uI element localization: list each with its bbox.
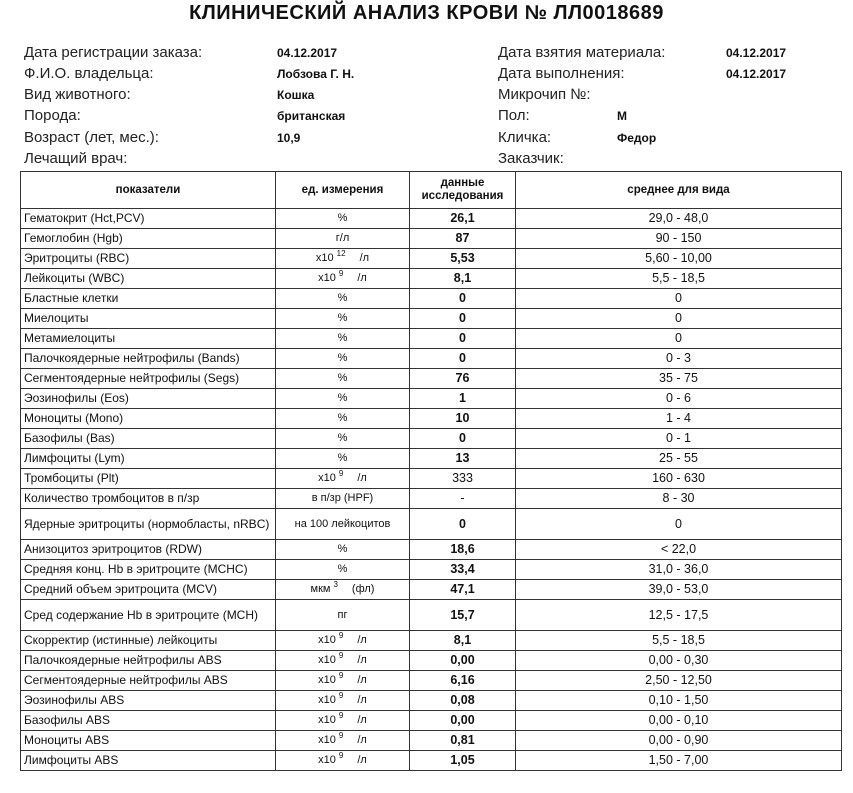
table-row	[21, 651, 842, 671]
row-parameter-name: Палочкоядерные нейтрофилы (Bands)	[21, 349, 276, 369]
table-row	[21, 329, 842, 349]
row-unit: %	[276, 560, 410, 580]
table-row	[21, 469, 842, 489]
row-result-value: 6,16	[410, 671, 516, 691]
table-row	[21, 389, 842, 409]
row-parameter-name: Сред содержание Hb в эритроците (MCH)	[21, 600, 276, 631]
row-reference-range: 0,00 - 0,10	[516, 711, 842, 731]
age-label: Возраст (лет, мес.):	[24, 129, 159, 146]
row-reference-range: 5,5 - 18,5	[516, 631, 842, 651]
row-result-value: 0,00	[410, 651, 516, 671]
doctor-label: Лечащий врач:	[24, 150, 128, 167]
unit-exponent: 12	[336, 249, 346, 259]
row-reference-range: 39,0 - 53,0	[516, 580, 842, 600]
chip-label: Микрочип №:	[498, 86, 591, 103]
row-reference-range: 0,10 - 1,50	[516, 691, 842, 711]
unit-base: x10	[318, 634, 336, 646]
row-unit	[276, 469, 410, 489]
unit-base: мкм	[310, 583, 331, 595]
row-reference-range: 0	[516, 309, 842, 329]
row-parameter-name: Лимфоциты ABS	[21, 751, 276, 771]
row-unit: %	[276, 209, 410, 229]
row-result-value: 0	[410, 429, 516, 449]
row-parameter-name: Эритроциты (RBC)	[21, 249, 276, 269]
unit-exponent: 9	[338, 691, 344, 701]
owner-value: Лобзова Г. Н.	[277, 67, 355, 81]
table-row	[21, 309, 842, 329]
row-reference-range: 35 - 75	[516, 369, 842, 389]
unit-base: x10	[318, 654, 336, 666]
row-result-value: 0	[410, 309, 516, 329]
row-parameter-name: Сегментоядерные нейтрофилы ABS	[21, 671, 276, 691]
row-reference-range: 29,0 - 48,0	[516, 209, 842, 229]
row-unit: %	[276, 289, 410, 309]
unit-tail: /л	[357, 654, 367, 666]
row-unit	[276, 731, 410, 751]
row-unit	[276, 751, 410, 771]
table-row	[21, 409, 842, 429]
table-row	[21, 269, 842, 289]
row-reference-range: < 22,0	[516, 540, 842, 560]
breed-value: британская	[277, 109, 346, 123]
row-reference-range: 8 - 30	[516, 489, 842, 509]
row-parameter-name: Эозинофилы (Eos)	[21, 389, 276, 409]
row-result-value: 87	[410, 229, 516, 249]
row-unit: %	[276, 409, 410, 429]
col-header-parameter: показатели	[21, 172, 276, 209]
table-row	[21, 449, 842, 469]
row-result-value: 333	[410, 469, 516, 489]
nickname-label: Кличка:	[498, 129, 552, 146]
unit-exponent: 9	[338, 469, 344, 479]
table-row	[21, 671, 842, 691]
table-row	[21, 731, 842, 751]
row-reference-range: 0 - 3	[516, 349, 842, 369]
row-result-value: 0	[410, 509, 516, 540]
unit-tail: /л	[357, 674, 367, 686]
table-row	[21, 540, 842, 560]
row-unit: %	[276, 429, 410, 449]
row-reference-range: 1,50 - 7,00	[516, 751, 842, 771]
row-result-value: 1,05	[410, 751, 516, 771]
results-body	[21, 209, 842, 771]
row-unit	[276, 269, 410, 289]
row-parameter-name: Средний объем эритроцита (MCV)	[21, 580, 276, 600]
unit-tail: (фл)	[351, 583, 375, 595]
unit-exponent: 9	[338, 711, 344, 721]
unit-exponent: 9	[338, 631, 344, 641]
row-parameter-name: Лейкоциты (WBC)	[21, 269, 276, 289]
done-date-label: Дата выполнения:	[498, 65, 625, 82]
sex-value: М	[617, 109, 627, 123]
row-unit: в п/зр (HPF)	[276, 489, 410, 509]
row-reference-range: 0,00 - 0,30	[516, 651, 842, 671]
row-unit	[276, 631, 410, 651]
row-reference-range: 0 - 6	[516, 389, 842, 409]
row-reference-range: 0	[516, 509, 842, 540]
unit-exponent: 9	[338, 671, 344, 681]
unit-exponent: 9	[338, 731, 344, 741]
unit-tail: /л	[357, 734, 367, 746]
row-reference-range: 0	[516, 329, 842, 349]
row-parameter-name: Миелоциты	[21, 309, 276, 329]
row-unit: %	[276, 389, 410, 409]
table-row	[21, 209, 842, 229]
row-parameter-name: Моноциты ABS	[21, 731, 276, 751]
table-row	[21, 600, 842, 631]
unit-base: x10	[318, 674, 336, 686]
row-reference-range: 90 - 150	[516, 229, 842, 249]
unit-tail: /л	[357, 754, 367, 766]
table-row	[21, 509, 842, 540]
row-unit	[276, 671, 410, 691]
row-parameter-name: Лимфоциты (Lym)	[21, 449, 276, 469]
row-reference-range: 2,50 - 12,50	[516, 671, 842, 691]
unit-exponent: 9	[338, 269, 344, 279]
row-reference-range: 0,00 - 0,90	[516, 731, 842, 751]
results-table	[20, 171, 842, 771]
unit-base: x10	[318, 734, 336, 746]
row-result-value: 0	[410, 329, 516, 349]
row-unit	[276, 249, 410, 269]
row-parameter-name: Тромбоциты (Plt)	[21, 469, 276, 489]
sex-label: Пол:	[498, 107, 530, 124]
row-result-value: 8,1	[410, 269, 516, 289]
table-header-row	[21, 172, 842, 209]
row-result-value: 76	[410, 369, 516, 389]
row-unit	[276, 651, 410, 671]
row-unit: %	[276, 349, 410, 369]
unit-base: x10	[315, 252, 334, 264]
row-unit	[276, 711, 410, 731]
row-result-value: 13	[410, 449, 516, 469]
row-unit: %	[276, 369, 410, 389]
customer-label: Заказчик:	[498, 150, 564, 167]
row-parameter-name: Гематокрит (Hct,PCV)	[21, 209, 276, 229]
row-parameter-name: Гемоглобин (Hgb)	[21, 229, 276, 249]
table-row	[21, 691, 842, 711]
row-result-value: 5,53	[410, 249, 516, 269]
table-row	[21, 711, 842, 731]
row-parameter-name: Количество тромбоцитов в п/зр	[21, 489, 276, 509]
table-row	[21, 631, 842, 651]
row-parameter-name: Базофилы (Bas)	[21, 429, 276, 449]
unit-base: x10	[318, 472, 336, 484]
row-parameter-name: Ядерные эритроциты (нормобласты, nRBC)	[21, 509, 276, 540]
row-parameter-name: Сегментоядерные нейтрофилы (Segs)	[21, 369, 276, 389]
row-result-value: 0	[410, 289, 516, 309]
row-reference-range: 0	[516, 289, 842, 309]
table-row	[21, 751, 842, 771]
row-result-value: 1	[410, 389, 516, 409]
row-result-value: 18,6	[410, 540, 516, 560]
row-result-value: 33,4	[410, 560, 516, 580]
row-reference-range: 160 - 630	[516, 469, 842, 489]
table-row	[21, 249, 842, 269]
row-result-value: 0,00	[410, 711, 516, 731]
row-reference-range: 31,0 - 36,0	[516, 560, 842, 580]
row-result-value: 8,1	[410, 631, 516, 651]
table-row	[21, 429, 842, 449]
row-parameter-name: Средняя конц. Hb в эритроците (MCHC)	[21, 560, 276, 580]
reg-date-label: Дата регистрации заказа:	[24, 44, 203, 61]
unit-base: x10	[318, 272, 336, 284]
row-unit: %	[276, 540, 410, 560]
row-parameter-name: Бластные клетки	[21, 289, 276, 309]
row-unit: %	[276, 449, 410, 469]
table-row	[21, 489, 842, 509]
row-reference-range: 12,5 - 17,5	[516, 600, 842, 631]
table-row	[21, 369, 842, 389]
owner-label: Ф.И.О. владельца:	[24, 65, 154, 82]
unit-tail: /л	[357, 472, 367, 484]
row-parameter-name: Эозинофилы ABS	[21, 691, 276, 711]
table-row	[21, 560, 842, 580]
row-result-value: 47,1	[410, 580, 516, 600]
table-row	[21, 289, 842, 309]
row-parameter-name: Моноциты (Mono)	[21, 409, 276, 429]
unit-base: x10	[318, 694, 336, 706]
unit-tail: /л	[357, 694, 367, 706]
reg-date-value: 04.12.2017	[277, 46, 338, 60]
row-unit: %	[276, 309, 410, 329]
row-unit: пг	[276, 600, 410, 631]
unit-tail: /л	[359, 252, 370, 264]
row-parameter-name: Скорректир (истинные) лейкоциты	[21, 631, 276, 651]
col-header-reference: среднее для вида	[516, 172, 842, 209]
row-unit: г/л	[276, 229, 410, 249]
row-reference-range: 5,60 - 10,00	[516, 249, 842, 269]
row-reference-range: 0 - 1	[516, 429, 842, 449]
unit-exponent: 9	[338, 651, 344, 661]
species-label: Вид животного:	[24, 86, 131, 103]
table-row	[21, 349, 842, 369]
row-unit	[276, 691, 410, 711]
table-row	[21, 229, 842, 249]
sample-date-label: Дата взятия материала:	[498, 44, 666, 61]
row-reference-range: 5,5 - 18,5	[516, 269, 842, 289]
row-result-value: -	[410, 489, 516, 509]
species-value: Кошка	[277, 88, 315, 102]
row-unit: %	[276, 329, 410, 349]
breed-label: Порода:	[24, 107, 81, 124]
unit-tail: /л	[357, 272, 367, 284]
unit-exponent: 9	[338, 751, 344, 761]
row-parameter-name: Метамиелоциты	[21, 329, 276, 349]
row-result-value: 26,1	[410, 209, 516, 229]
unit-base: x10	[318, 714, 336, 726]
row-result-value: 15,7	[410, 600, 516, 631]
nickname-value: Федор	[617, 131, 657, 145]
age-value: 10,9	[277, 131, 301, 145]
row-result-value: 0,81	[410, 731, 516, 751]
unit-tail: /л	[357, 634, 367, 646]
page-title: КЛИНИЧЕСКИЙ АНАЛИЗ КРОВИ № ЛЛ0018689	[189, 2, 664, 24]
sample-date-value: 04.12.2017	[726, 46, 787, 60]
row-unit: на 100 лейкоцитов	[276, 509, 410, 540]
row-reference-range: 1 - 4	[516, 409, 842, 429]
unit-base: x10	[318, 754, 336, 766]
table-row	[21, 580, 842, 600]
row-result-value: 0	[410, 349, 516, 369]
row-parameter-name: Базофилы ABS	[21, 711, 276, 731]
col-header-value: данные исследования	[410, 172, 516, 209]
unit-tail: /л	[357, 714, 367, 726]
row-result-value: 0,08	[410, 691, 516, 711]
row-unit	[276, 580, 410, 600]
row-reference-range: 25 - 55	[516, 449, 842, 469]
row-parameter-name: Анизоцитоз эритроцитов (RDW)	[21, 540, 276, 560]
col-header-unit: ед. измерения	[276, 172, 410, 209]
row-result-value: 10	[410, 409, 516, 429]
row-parameter-name: Палочкоядерные нейтрофилы ABS	[21, 651, 276, 671]
done-date-value: 04.12.2017	[726, 67, 787, 81]
unit-exponent: 3	[333, 580, 338, 590]
